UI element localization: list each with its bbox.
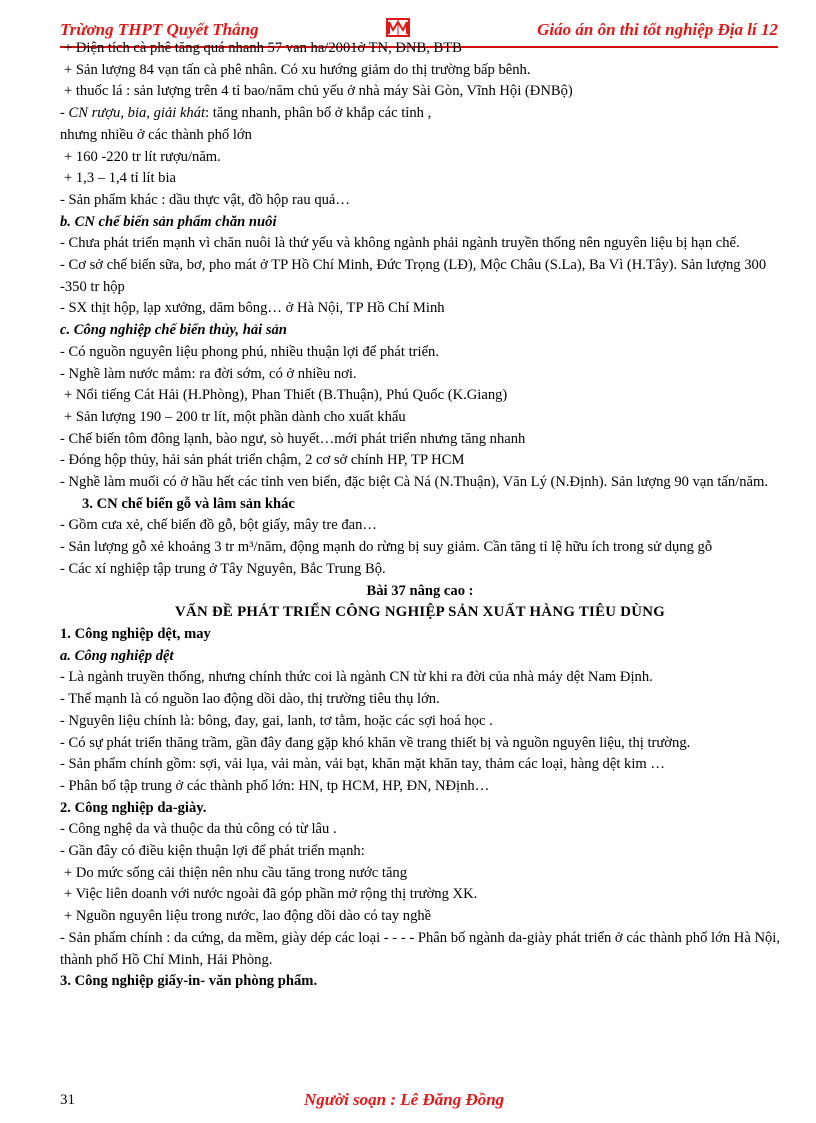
text-line: + Việc liên doanh với nước ngoài đã góp phần mở rộng thị trường XK. [64, 886, 478, 903]
text-line: + Nổi tiếng Cát Hải (H.Phòng), Phan Thiết (B.Thuận), Phú Quốc (K.Giang) [64, 387, 508, 404]
inline-italic: CN rượu, bia, giải khát [68, 105, 206, 122]
text-line: - SX thịt hộp, lạp xưởng, dăm bông… ở Hà Nội, TP Hồ Chí Minh [60, 300, 445, 317]
text-line: - Cơ sở chế biến sữa, bơ, pho mát ở TP Hồ Chí Minh, Đức Trọng (LĐ), Mộc Châu (S.La), Ba Vì (H.Tây). Sản lượng 300 -350 tr hộp [60, 257, 767, 295]
text-line: - Sản lượng gỗ xẻ khoảng 3 tr m³/năm, động mạnh do rừng bị suy giảm. Cần tăng tỉ lệ hữu ích trong sử dụng gỗ [60, 539, 713, 556]
text-line: nhưng nhiều ở các thành phố lớn [60, 126, 252, 143]
page-footer [60, 1090, 780, 1116]
text-line: - Gần đây có điều kiện thuận lợi để phát triển mạnh: [60, 843, 365, 860]
text-line: + Nguồn nguyên liệu trong nước, lao động dồi dào có tay nghề [64, 908, 432, 925]
text-line: - Là ngành truyền thống, nhưng chính thức coi là ngành CN từ khi ra đời của nhà máy dệt Nam Định. [60, 669, 653, 686]
text-line: - Nghề làm nước mắm: ra đời sớm, có ở nhiều nơi. [60, 365, 357, 382]
text-line: + Diện tích cà phê tăng quá nhanh 57 van ha/2001ở TN, ĐNB, BTB [64, 40, 462, 56]
text-line: - Công nghệ da và thuộc da thủ công có từ lâu . [60, 821, 337, 838]
text-line: - Có nguồn nguyên liệu phong phú, nhiều thuận lợi để phát triển. [60, 343, 439, 360]
text-line: - CN rượu, bia, giải khát: tăng nhanh, phân bố ở khắp các tỉnh , [60, 105, 432, 122]
text-line: - Các xí nghiệp tập trung ở Tây Nguyên, Bắc Trung Bộ. [60, 560, 386, 577]
header-school: Trừơng THPT Quyết Thắng [60, 20, 259, 39]
inline-text: : tăng nhanh, phân bố ở khắp các tỉnh , [205, 105, 432, 122]
text-line: - Đóng hộp thủy, hải sản phát triển chậm, 2 cơ sở chính HP, TP HCM [60, 452, 465, 469]
text-line: - Phân bố tập trung ở các thành phố lớn: HN, tp HCM, HP, ĐN, NĐịnh… [60, 777, 490, 794]
text-line: - Nguyên liệu chính là: bông, đay, gai, lanh, tơ tằm, hoặc các sợi hoá học . [60, 712, 493, 729]
text-line: - Có sự phát triển thăng trầm, gần đây đang gặp khó khăn về trang thiết bị và nguồn nguyên liệu, thị trường. [60, 734, 691, 751]
section-heading: b. CN chế biến sản phẩm chăn nuôi [60, 213, 277, 230]
text-line: - Gồm cưa xẻ, chế biến đồ gỗ, bột giấy, mây tre đan… [60, 517, 377, 534]
footer-author: Người soạn : Lê Đăng Đồng [304, 1090, 505, 1109]
text-line: + Sản lượng 84 vạn tấn cà phê nhân. Có xu hướng giảm do thị trường bấp bênh. [64, 61, 531, 78]
text-line: + 1,3 – 1,4 tỉ lít bia [64, 170, 177, 187]
text-line: + Do mức sống cải thiện nên nhu cầu tăng trong nước tăng [64, 864, 408, 881]
header-subject: Giáo án ôn thi tốt nghiệp Địa lí 12 [537, 20, 778, 39]
lesson-title: VẤN ĐỀ PHÁT TRIỂN CÔNG NGHIỆP SẢN XUẤT HÀNG TIÊU DÙNG [174, 604, 666, 621]
page-number: 31 [60, 1092, 75, 1108]
book-logo-icon [384, 16, 412, 40]
section-heading: 3. CN chế biến gỗ và lâm sản khác [82, 495, 295, 512]
section-heading: 2. Công nghiệp da-giày. [60, 799, 207, 816]
section-heading: c. Công nghiệp chế biến thủy, hải sản [60, 322, 287, 339]
section-heading: 3. Công nghiệp giấy-in- văn phòng phẩm. [60, 973, 318, 990]
text-line: - Chưa phát triển mạnh vì chăn nuôi là thứ yếu và không ngành phải ngành truyền thống nên nguyên liệu bị hạn chế. [60, 235, 740, 252]
text-line: + 160 -220 tr lít rượu/năm. [64, 148, 221, 165]
lesson-label: Bài 37 nâng cao : [366, 582, 474, 599]
section-heading: a. Công nghiệp dệt [60, 647, 174, 664]
text-line: + thuốc lá : sản lượng trên 4 tỉ bao/năm chủ yếu ở nhà máy Sài Gòn, Vĩnh Hội (ĐNBộ) [64, 83, 573, 100]
text-line: - Nghề làm muối có ở hầu hết các tỉnh ven biển, đặc biệt Cà Ná (N.Thuận), Văn Lý (N.Định). Sản lượng 90 vạn tấn/năm. [60, 474, 768, 491]
text-line: - Thế mạnh là có nguồn lao động dồi dào, thị trường tiêu thụ lớn. [60, 691, 440, 708]
text-line: - Chế biến tôm đông lạnh, bào ngư, sò huyết…mới phát triển nhưng tăng nhanh [60, 430, 526, 447]
text-line: - Sản phẩm chính gồm: sợi, vải lụa, vải màn, vải bạt, khăn mặt khăn tay, thảm các loại, hàng dệt kim … [60, 756, 665, 773]
text-line: - Sản phẩm chính : da cứng, da mềm, giày dép các loại - - - - Phân bố ngành da-giày phát triển ở các thành phố lớn Hà Nội, thành phố Hồ Chí Minh, Hải Phòng. [60, 929, 780, 968]
text-line: - Sản phẩm khác : dầu thực vật, đồ hộp rau quả… [60, 191, 350, 208]
text-line: + Sản lượng 190 – 200 tr lít, một phần dành cho xuất khẩu [64, 408, 406, 425]
document-body [60, 38, 780, 993]
section-heading: 1. Công nghiệp dệt, may [60, 625, 211, 642]
